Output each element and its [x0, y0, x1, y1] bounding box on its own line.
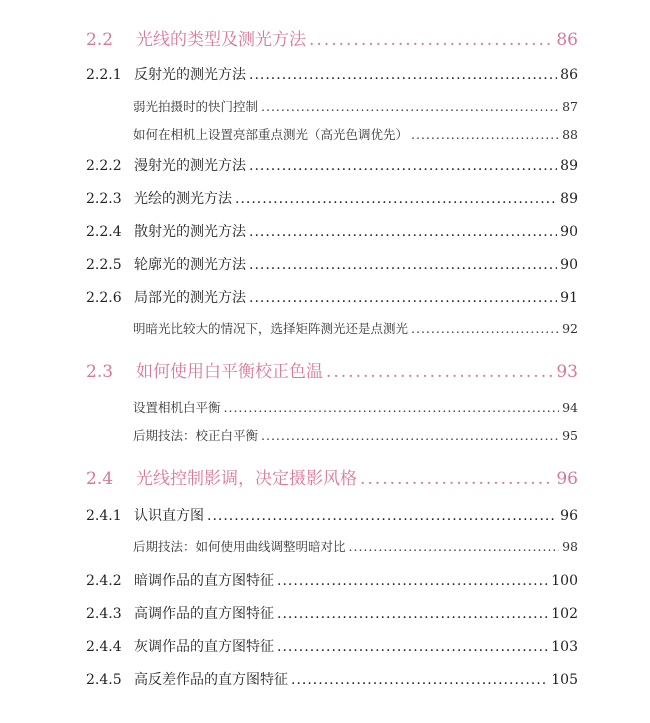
dot-leader — [224, 400, 560, 415]
section-number: 2.2 — [86, 30, 114, 50]
dot-leader — [249, 67, 557, 83]
page-number: 86 — [556, 30, 578, 50]
section-title: 如何使用白平衡校正色温 — [136, 362, 323, 382]
section-number: 2.4.5 — [86, 672, 122, 688]
section-number: 2.2.6 — [86, 290, 122, 306]
dot-leader — [277, 606, 548, 622]
dot-leader — [207, 508, 557, 524]
page-number: 88 — [562, 127, 578, 142]
dot-leader — [249, 290, 557, 306]
dot-leader — [326, 362, 553, 382]
dot-leader — [249, 158, 557, 174]
section-title: 高调作品的直方图特征 — [134, 606, 274, 622]
section-title: 轮廓光的测光方法 — [134, 257, 246, 273]
section-title: 漫射光的测光方法 — [134, 158, 246, 174]
toc-subentry[interactable] — [133, 537, 578, 555]
section-number: 2.4.3 — [86, 606, 122, 622]
section-number: 2.4.4 — [86, 639, 122, 655]
dot-leader — [235, 191, 557, 207]
section-title: 散射光的测光方法 — [134, 224, 246, 240]
page-number: 93 — [556, 362, 578, 382]
section-title: 高反差作品的直方图特征 — [134, 672, 288, 688]
page-number: 90 — [560, 257, 578, 273]
dot-leader — [291, 672, 548, 688]
toc-chapter-2-2[interactable] — [86, 25, 578, 50]
dot-leader — [309, 30, 553, 50]
toc-section-2-4-3[interactable] — [86, 603, 578, 623]
page-number: 86 — [560, 67, 578, 83]
toc-section-2-2-1[interactable] — [86, 64, 578, 84]
section-number: 2.4 — [86, 469, 114, 489]
toc-section-2-2-2[interactable] — [86, 155, 578, 175]
section-title: 暗调作品的直方图特征 — [134, 573, 274, 589]
section-number: 2.2.4 — [86, 224, 122, 240]
section-number: 2.4.2 — [86, 573, 122, 589]
entry-title: 设置相机白平衡 — [133, 400, 221, 415]
section-number: 2.4.1 — [86, 508, 122, 524]
entry-title: 弱光拍摄时的快门控制 — [133, 99, 259, 114]
page-number: 96 — [556, 469, 578, 489]
page-number: 103 — [551, 639, 578, 655]
section-title: 光线的类型及测光方法 — [136, 30, 306, 50]
page-number: 91 — [560, 290, 578, 306]
toc-section-2-2-3[interactable] — [86, 188, 578, 208]
section-title: 光绘的测光方法 — [134, 191, 232, 207]
page-number: 95 — [562, 428, 578, 443]
dot-leader — [261, 99, 559, 114]
section-title: 反射光的测光方法 — [134, 67, 246, 83]
page-number: 94 — [562, 400, 578, 415]
page-number: 90 — [560, 224, 578, 240]
section-number: 2.3 — [86, 362, 114, 382]
entry-title: 如何在相机上设置亮部重点测光（高光色调优先） — [133, 127, 409, 142]
entry-title: 后期技法：如何使用曲线调整明暗对比 — [133, 539, 346, 554]
section-title: 灰调作品的直方图特征 — [134, 639, 274, 655]
toc-section-2-4-4[interactable] — [86, 636, 578, 656]
page-number: 98 — [562, 539, 578, 554]
toc-subentry[interactable] — [133, 97, 578, 115]
page-number: 102 — [551, 606, 578, 622]
dot-leader — [360, 469, 553, 489]
dot-leader — [411, 321, 559, 336]
dot-leader — [411, 127, 559, 142]
section-number: 2.2.2 — [86, 158, 122, 174]
page-number: 87 — [562, 99, 578, 114]
dot-leader — [249, 224, 557, 240]
entry-title: 明暗光比较大的情况下，选择矩阵测光还是点测光 — [133, 321, 409, 336]
page-number: 89 — [560, 191, 578, 207]
page-number: 92 — [562, 321, 578, 336]
section-number: 2.2.1 — [86, 67, 122, 83]
toc-subentry[interactable] — [133, 319, 578, 337]
toc-section-2-2-6[interactable] — [86, 287, 578, 307]
section-number: 2.2.3 — [86, 191, 122, 207]
toc-chapter-2-3[interactable] — [86, 357, 578, 382]
toc-subentry[interactable] — [133, 125, 578, 143]
page-number: 96 — [560, 508, 578, 524]
section-title: 认识直方图 — [134, 508, 204, 524]
toc-section-2-4-5[interactable] — [86, 669, 578, 689]
toc-chapter-2-4[interactable] — [86, 464, 578, 489]
toc-section-2-2-4[interactable] — [86, 221, 578, 241]
dot-leader — [277, 639, 548, 655]
toc-subentry[interactable] — [133, 426, 578, 444]
page-number: 105 — [551, 672, 578, 688]
dot-leader — [349, 539, 560, 554]
toc-subentry[interactable] — [133, 398, 578, 416]
entry-title: 后期技法：校正白平衡 — [133, 428, 259, 443]
section-number: 2.2.5 — [86, 257, 122, 273]
dot-leader — [261, 428, 559, 443]
toc-section-2-2-5[interactable] — [86, 254, 578, 274]
toc-section-2-4-1[interactable] — [86, 505, 578, 525]
toc-section-2-4-2[interactable] — [86, 570, 578, 590]
page-number: 89 — [560, 158, 578, 174]
dot-leader — [277, 573, 548, 589]
section-title: 局部光的测光方法 — [134, 290, 246, 306]
page-number: 100 — [551, 573, 578, 589]
section-title: 光线控制影调，决定摄影风格 — [136, 469, 357, 489]
dot-leader — [249, 257, 557, 273]
